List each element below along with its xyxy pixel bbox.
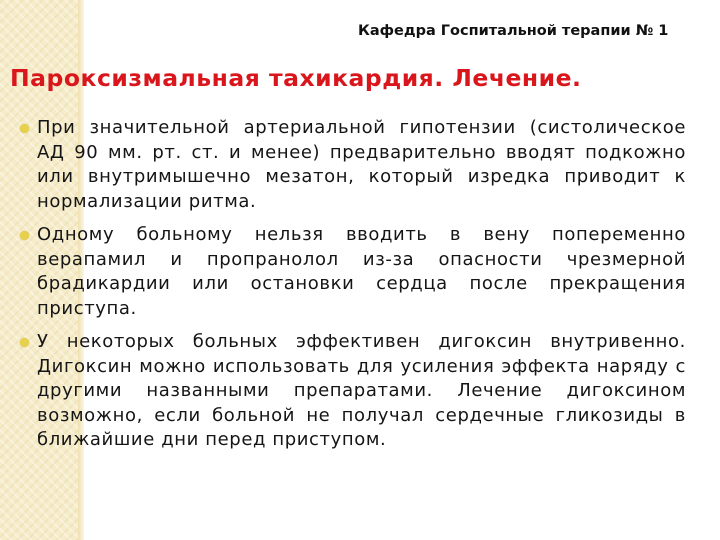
bullet-text: Одному больному нельзя вводить в вену попеременно верапамил и пропранолол из-за опасности чрезмерной брадикардии или остановки сердца после прекращения приступа. bbox=[37, 224, 686, 319]
slide-title: Пароксизмальная тахикардия. Лечение. bbox=[10, 64, 582, 92]
bullet-dot-icon bbox=[20, 124, 29, 133]
bullet-dot-icon bbox=[20, 338, 29, 347]
bullet-list bbox=[20, 116, 686, 462]
bullet-text: При значительной артериальной гипотензии (систолическое АД 90 мм. рт. ст. и менее) предварительно вводят подкожно или внутримышечно мезатон, который изредка приводит к нормализации ритма. bbox=[37, 117, 686, 212]
bullet-item bbox=[20, 116, 686, 214]
bullet-item bbox=[20, 330, 686, 453]
bullet-item bbox=[20, 223, 686, 321]
bullet-text: У некоторых больных эффективен дигоксин внутривенно. Дигоксин можно использовать для усиления эффекта наряду с другими названными препаратами. Лечение дигоксином возможно, если больной не получал сердечные гликозиды в ближайшие дни перед приступом. bbox=[37, 331, 686, 450]
department-label: Кафедра Госпитальной терапии № 1 bbox=[358, 23, 669, 39]
bullet-dot-icon bbox=[20, 231, 29, 240]
